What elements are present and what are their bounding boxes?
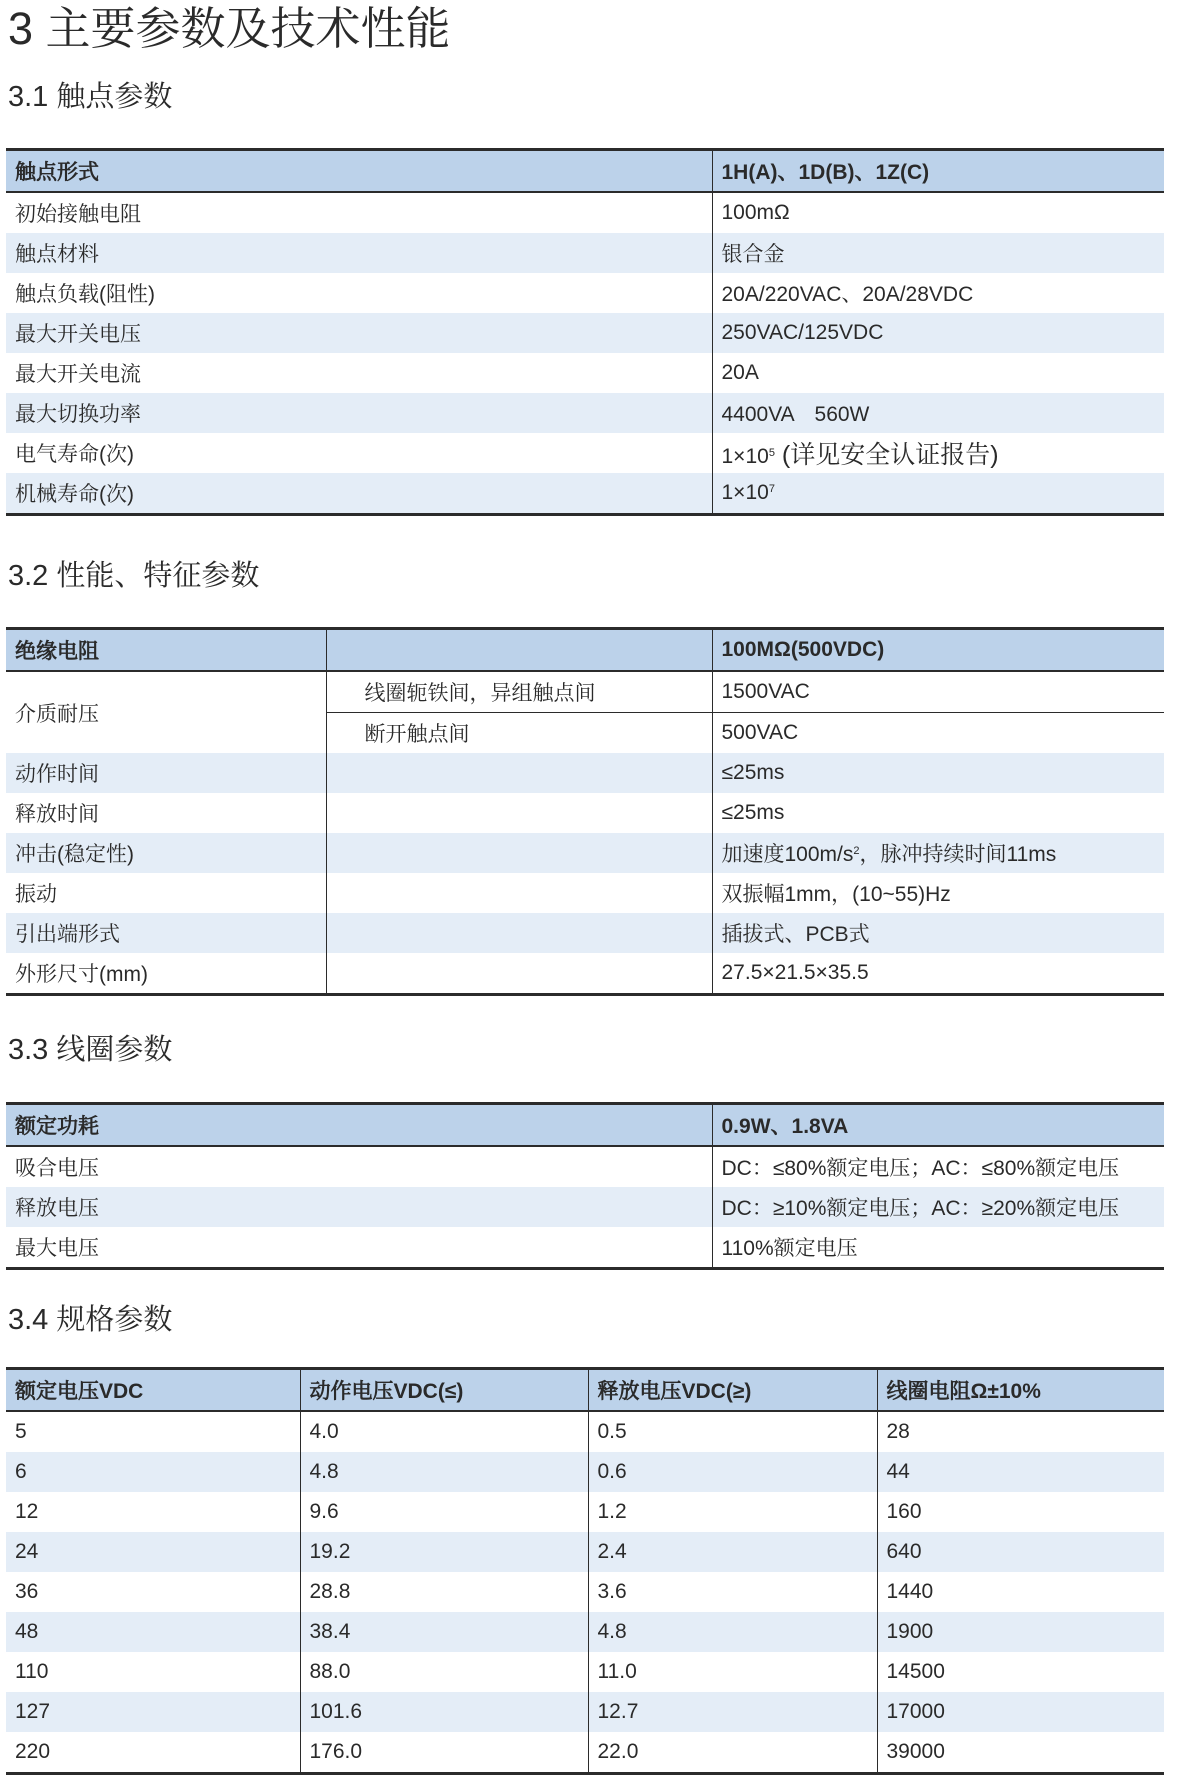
table-cell: 2.4: [588, 1532, 877, 1572]
table-row: [6, 1652, 1164, 1692]
table-cell: 1440: [877, 1572, 1164, 1612]
table-row: [6, 1411, 1164, 1452]
section-heading-spec: 3.4 规格参数: [8, 1304, 173, 1336]
table-row: [6, 1187, 1164, 1227]
table-cell: 3.6: [588, 1572, 877, 1612]
param-value: 银合金: [712, 233, 1164, 273]
table-cell: 110: [15, 1660, 49, 1683]
table-row: [6, 273, 1164, 313]
value-exponent: 5: [768, 447, 775, 459]
table-row: [6, 833, 1164, 873]
table-row: [6, 1612, 1164, 1652]
param-value: ≤25ms: [712, 793, 1164, 833]
table-cell: 39000: [877, 1732, 1164, 1774]
column-header: 动作电压VDC(≤): [300, 1369, 588, 1412]
header-label: 触点形式: [6, 150, 712, 193]
table-row: [6, 913, 1164, 953]
table-cell: 9.6: [300, 1492, 588, 1532]
table-row: [6, 1492, 1164, 1532]
table-cell: 12: [15, 1500, 39, 1523]
table-cell: 101.6: [300, 1692, 588, 1732]
sub-condition-label: 线圈轭铁间，异组触点间: [326, 671, 712, 713]
table-cell: 1.2: [588, 1492, 877, 1532]
table-cell: 640: [877, 1532, 1164, 1572]
param-label: 吸合电压: [15, 1157, 99, 1180]
table-row: [6, 433, 1164, 473]
param-value: 110%额定电压: [712, 1227, 1164, 1269]
table-row: [6, 873, 1164, 913]
column-header: 线圈电阻Ω±10%: [877, 1369, 1164, 1412]
column-header: 额定电压VDC: [6, 1369, 300, 1412]
table-row: [6, 473, 1164, 515]
table-row: [6, 1227, 1164, 1269]
param-value: [712, 833, 1164, 873]
value-base: 1×10: [721, 481, 769, 504]
coil-parameters-table: [6, 1102, 1164, 1270]
param-value: [712, 433, 1164, 473]
param-value: 100mΩ: [712, 192, 1164, 233]
section-heading-coil: 3.3 线圈参数: [8, 1034, 173, 1066]
table-row: [6, 1572, 1164, 1612]
contact-parameters-table: [6, 148, 1164, 516]
table-row: [6, 671, 1164, 713]
empty-cell: [326, 793, 712, 833]
table-header-row: [6, 629, 1164, 672]
value-exponent: 7: [768, 483, 775, 495]
table-row: [6, 1692, 1164, 1732]
page-title: 3 主要参数及技术性能: [8, 3, 451, 54]
spec-parameters-table: [6, 1367, 1164, 1775]
param-label: 外形尺寸(mm): [15, 963, 148, 986]
param-label: 触点材料: [6, 233, 712, 273]
table-cell: 11.0: [588, 1652, 877, 1692]
empty-cell: [326, 953, 712, 995]
table-row: [6, 192, 1164, 233]
header-empty-cell: [326, 629, 712, 672]
table-header-row: [6, 1104, 1164, 1147]
header-value: 100MΩ(500VDC): [712, 629, 1164, 672]
table-row: [6, 953, 1164, 995]
table-cell: 220: [15, 1740, 51, 1763]
table-cell: 48: [6, 1612, 300, 1652]
table-row: [6, 1532, 1164, 1572]
param-value: 20A: [712, 353, 1164, 393]
table-header-row: [6, 150, 1164, 193]
param-value: 4400VA 560W: [712, 393, 1164, 433]
table-row: [6, 793, 1164, 833]
param-label: 机械寿命(次): [6, 473, 712, 515]
header-value: 0.9W、1.8VA: [712, 1104, 1164, 1147]
empty-cell: [326, 873, 712, 913]
table-cell: 6: [6, 1452, 300, 1492]
param-label: 最大开关电压: [6, 313, 712, 353]
empty-cell: [326, 833, 712, 873]
param-label: 介质耐压: [15, 702, 99, 726]
empty-cell: [326, 913, 712, 953]
table-row: [6, 233, 1164, 273]
table-header-row: [6, 1369, 1164, 1412]
table-cell: 12.7: [588, 1692, 877, 1732]
empty-cell: [326, 753, 712, 793]
header-label: 额定功耗: [6, 1104, 712, 1147]
table-cell: 127: [6, 1692, 300, 1732]
param-value: 500VAC: [712, 713, 1164, 754]
table-cell: 4.8: [300, 1452, 588, 1492]
table-cell: 22.0: [588, 1732, 877, 1774]
table-cell: 24: [6, 1532, 300, 1572]
param-value: [712, 473, 1164, 515]
param-label: 引出端形式: [6, 913, 326, 953]
param-value: ≤25ms: [712, 753, 1164, 793]
param-label: 电气寿命(次): [15, 443, 134, 466]
table-cell: 88.0: [300, 1652, 588, 1692]
table-cell: 14500: [877, 1652, 1164, 1692]
param-value: 插拔式、PCB式: [712, 913, 1164, 953]
table-row: [6, 753, 1164, 793]
header-label: 绝缘电阻: [6, 629, 326, 672]
table-cell: 176.0: [300, 1732, 588, 1774]
table-cell: 1900: [877, 1612, 1164, 1652]
table-cell: 0.5: [588, 1411, 877, 1452]
param-value: 1500VAC: [712, 671, 1164, 713]
table-cell: 4.8: [588, 1612, 877, 1652]
param-value: 250VAC/125VDC: [712, 313, 1164, 353]
param-label: 动作时间: [6, 753, 326, 793]
section-heading-contact: 3.1 触点参数: [8, 81, 173, 113]
param-label: 最大开关电流: [15, 363, 141, 386]
table-row: [6, 353, 1164, 393]
value-base: 1×10: [721, 445, 769, 468]
param-value: 20A/220VAC、20A/28VDC: [712, 273, 1164, 313]
param-label: 释放时间: [15, 803, 99, 826]
table-cell: 0.6: [588, 1452, 877, 1492]
column-header: 释放电压VDC(≥): [588, 1369, 877, 1412]
value-prefix: 加速度100m/s: [721, 843, 854, 866]
table-cell: 38.4: [300, 1612, 588, 1652]
value-suffix: ，脉冲持续时间11ms: [859, 843, 1057, 866]
header-value: 1H(A)、1D(B)、1Z(C): [712, 150, 1164, 193]
performance-parameters-table: [6, 627, 1164, 996]
table-cell: 36: [15, 1580, 39, 1603]
table-cell: 44: [877, 1452, 1164, 1492]
param-label: 触点负载(阻性): [15, 283, 155, 306]
param-value: 27.5×21.5×35.5: [712, 953, 1164, 995]
table-row: [6, 393, 1164, 433]
table-cell: 5: [15, 1420, 27, 1443]
param-label: 最大切换功率: [6, 393, 712, 433]
value-note: (详见安全认证报告): [774, 441, 999, 469]
table-cell: 4.0: [300, 1411, 588, 1452]
value-exponent: 2: [853, 845, 860, 857]
param-label: 冲击(稳定性): [6, 833, 326, 873]
table-row: [6, 1146, 1164, 1187]
param-label: 释放电压: [6, 1187, 712, 1227]
table-row: [6, 1732, 1164, 1774]
param-label: 振动: [15, 883, 57, 906]
param-value: 双振幅1mm，(10~55)Hz: [712, 873, 1164, 913]
sub-condition-label: 断开触点间: [326, 713, 712, 754]
param-value: DC：≤80%额定电压；AC：≤80%额定电压: [712, 1146, 1164, 1187]
table-cell: 19.2: [300, 1532, 588, 1572]
table-cell: 17000: [877, 1692, 1164, 1732]
param-label: 最大电压: [15, 1237, 99, 1260]
table-cell: 28.8: [300, 1572, 588, 1612]
table-cell: 160: [877, 1492, 1164, 1532]
table-cell: 28: [877, 1411, 1164, 1452]
section-heading-performance: 3.2 性能、特征参数: [8, 560, 260, 592]
param-label: 初始接触电阻: [15, 203, 141, 226]
param-value: DC：≥10%额定电压；AC：≥20%额定电压: [712, 1187, 1164, 1227]
table-row: [6, 313, 1164, 353]
table-row: [6, 1452, 1164, 1492]
